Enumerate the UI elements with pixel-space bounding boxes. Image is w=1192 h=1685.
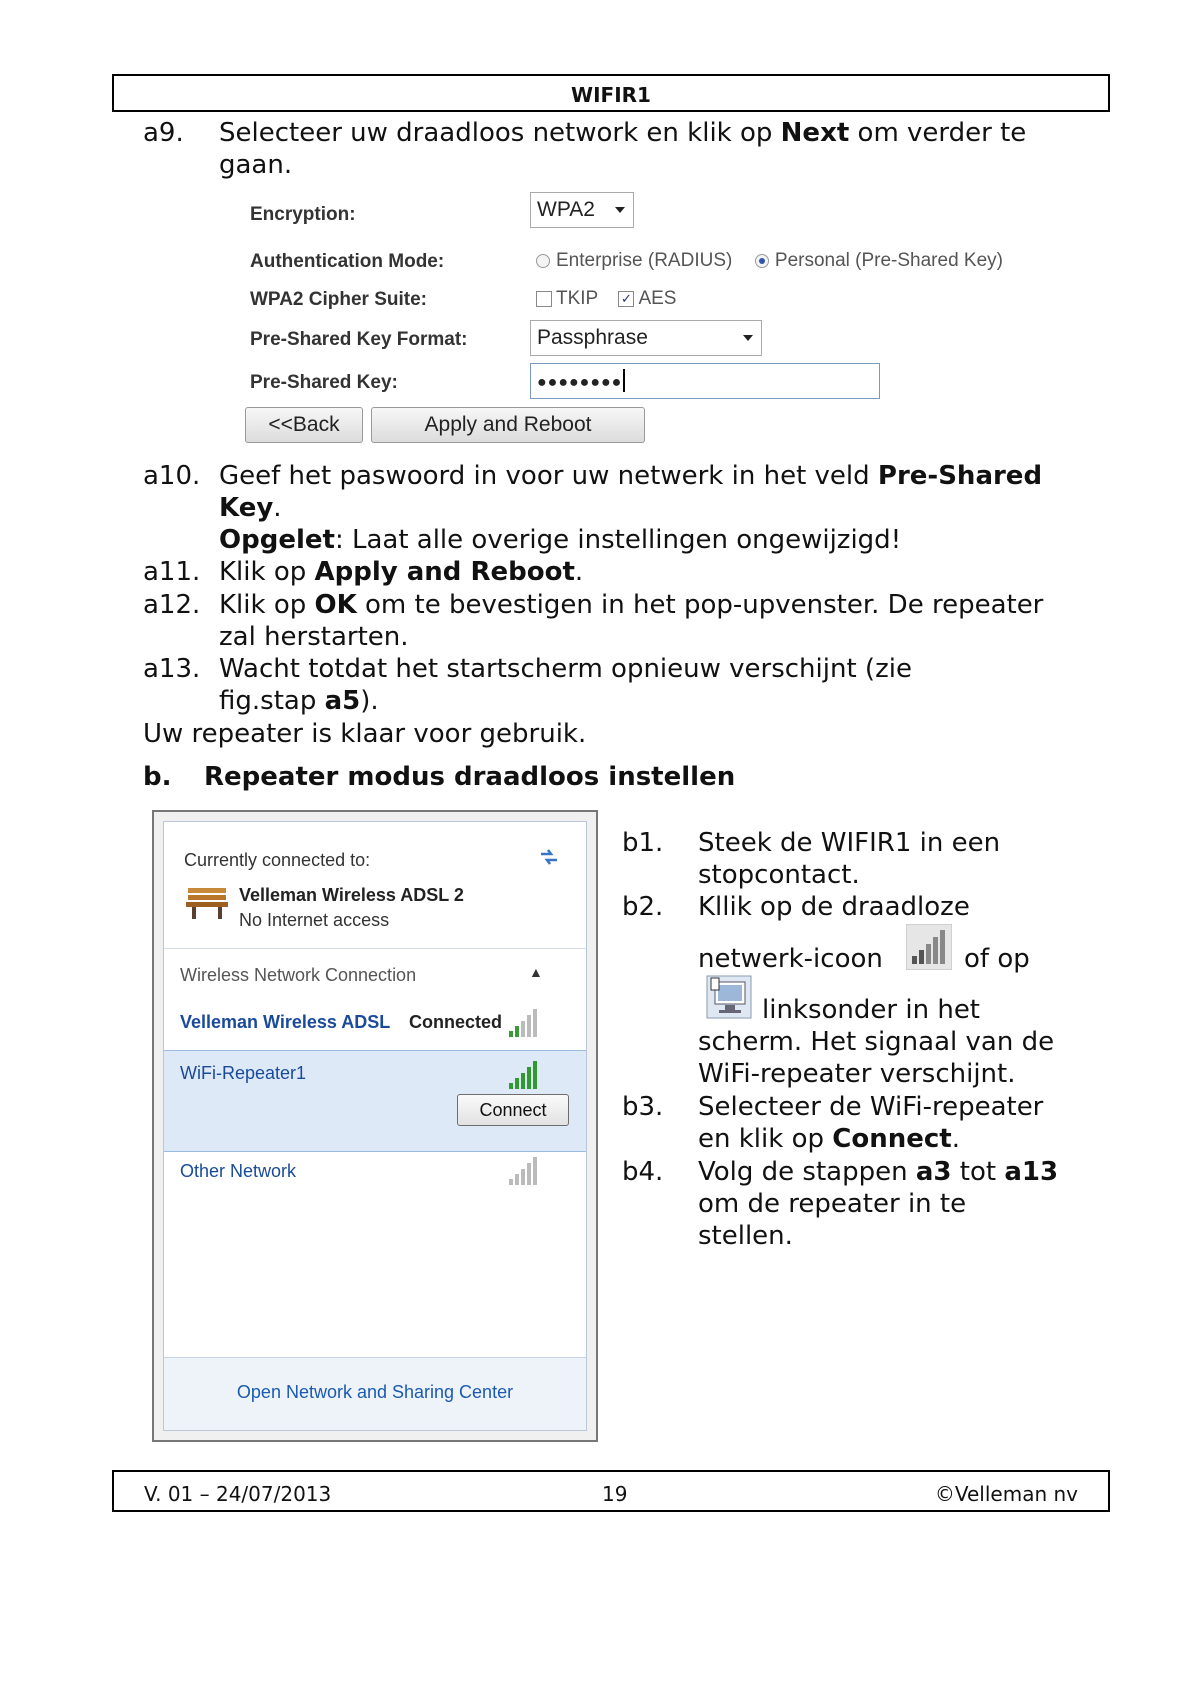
- auth-enterprise-radio[interactable]: [536, 254, 550, 268]
- signal-bars-icon: [906, 924, 952, 974]
- auth-enterprise-label: Enterprise (RADIUS): [556, 250, 733, 271]
- psk-format-value: Passphrase: [537, 326, 648, 349]
- step-a11-number: a11.: [143, 557, 201, 587]
- step-b4-number: b4.: [622, 1157, 664, 1187]
- ready-text: Uw repeater is klaar voor gebruik.: [143, 719, 587, 749]
- footer-version: V. 01 – 24/07/2013: [144, 1482, 332, 1506]
- step-a9-line1: Selecteer uw draadloos network en klik op Next om verder te: [219, 118, 1027, 148]
- current-network-name: Velleman Wireless ADSL 2: [239, 885, 464, 905]
- step-a13-line2: fig.stap a5).: [219, 686, 379, 716]
- network-row-velleman-status: Connected: [409, 1012, 503, 1032]
- apply-and-reboot-button[interactable]: Apply and Reboot: [371, 407, 645, 443]
- network-row-repeater-name: WiFi-Repeater1: [180, 1063, 307, 1083]
- step-b4-line3: stellen.: [698, 1221, 793, 1251]
- auth-personal-radio[interactable]: [755, 254, 769, 268]
- section-b-title: Repeater modus draadloos instellen: [204, 762, 736, 792]
- back-button[interactable]: <<Back: [245, 407, 363, 443]
- step-a9-line2: gaan.: [219, 150, 293, 180]
- step-a11-text: Klik op Apply and Reboot.: [219, 557, 584, 587]
- step-a13-line1: Wacht totdat het startscherm opnieuw verschijnt (zie: [219, 654, 912, 684]
- step-b2-line3: linksonder in het: [762, 995, 981, 1025]
- step-b1-number: b1.: [622, 828, 664, 858]
- chevron-down-icon: [743, 335, 753, 341]
- connect-button[interactable]: Connect: [457, 1094, 569, 1126]
- step-b3-line1: Selecteer de WiFi-repeater: [698, 1092, 1044, 1122]
- psk-label: Pre-Shared Key:: [250, 372, 398, 393]
- network-row-other-name: Other Network: [180, 1161, 297, 1181]
- chevron-down-icon: [615, 207, 625, 213]
- step-b1-line1: Steek de WIFIR1 in een: [698, 828, 1001, 858]
- chevron-up-icon[interactable]: ▲: [529, 964, 543, 980]
- auth-personal-label: Personal (Pre-Shared Key): [774, 250, 1003, 271]
- current-network-status: No Internet access: [239, 910, 390, 930]
- step-a12-line1: Klik op OK om te bevestigen in het pop-upvenster. De repeater: [219, 590, 1044, 620]
- step-a10-line1: Geef het paswoord in voor uw netwerk in het veld Pre-Shared: [219, 461, 1043, 491]
- step-a12-line2: zal herstarten.: [219, 622, 409, 652]
- aes-label: AES: [638, 288, 677, 309]
- encryption-value: WPA2: [537, 198, 595, 221]
- step-a12-number: a12.: [143, 590, 201, 620]
- step-a10-warning: Opgelet: Laat alle overige instellingen ongewijzigd!: [219, 525, 902, 555]
- step-a13-number: a13.: [143, 654, 201, 684]
- bench-icon: [186, 882, 228, 925]
- step-b2-line2b: of op: [964, 944, 1030, 974]
- tkip-checkbox[interactable]: [536, 291, 552, 307]
- auth-mode-label: Authentication Mode:: [250, 251, 445, 272]
- network-flyout-panel: [163, 821, 587, 1431]
- refresh-icon[interactable]: [537, 846, 561, 873]
- psk-format-select[interactable]: [530, 320, 762, 356]
- auth-mode-options: [536, 250, 1003, 272]
- page-header: [112, 74, 1110, 112]
- step-b3-number: b3.: [622, 1092, 664, 1122]
- footer-copyright: ©Velleman nv: [934, 1482, 1078, 1506]
- cipher-suite-options: [536, 288, 676, 310]
- wireless-security-form: [240, 192, 1040, 452]
- signal-bars-icon: [509, 1059, 543, 1089]
- tkip-label: TKIP: [556, 288, 598, 309]
- wireless-group-label: Wireless Network Connection: [180, 965, 417, 985]
- flyout-footer: [164, 1357, 586, 1430]
- psk-format-label: Pre-Shared Key Format:: [250, 329, 468, 350]
- step-b3-line2: en klik op Connect.: [698, 1124, 960, 1154]
- step-b2-line4: scherm. Het signaal van de: [698, 1027, 1055, 1057]
- currently-connected-label: Currently connected to:: [184, 850, 371, 870]
- step-b2-number: b2.: [622, 892, 664, 922]
- encryption-select[interactable]: [530, 192, 634, 228]
- open-network-center-link[interactable]: Open Network and Sharing Center: [236, 1382, 514, 1402]
- psk-input[interactable]: [530, 363, 880, 399]
- step-b2-line1: Kllik op de draadloze: [698, 892, 970, 922]
- step-b2-line5: WiFi-repeater verschijnt.: [698, 1059, 1016, 1089]
- divider: [164, 948, 586, 949]
- cipher-suite-label: WPA2 Cipher Suite:: [250, 289, 427, 310]
- step-b4-line2: om de repeater in te: [698, 1189, 967, 1219]
- page-footer: [112, 1470, 1110, 1512]
- encryption-label: Encryption:: [250, 204, 356, 225]
- network-row-velleman-name: Velleman Wireless ADSL: [180, 1012, 391, 1032]
- signal-bars-icon: [509, 1007, 543, 1037]
- network-flyout: [152, 810, 598, 1442]
- step-b2-line2: netwerk-icoon: [698, 944, 883, 974]
- signal-bars-icon: [509, 1155, 543, 1185]
- psk-input-value: ●●●●●●●●: [537, 374, 623, 391]
- step-a9-number: a9.: [143, 118, 184, 148]
- step-a10-number: a10.: [143, 461, 201, 491]
- footer-page-number: 19: [602, 1482, 628, 1506]
- header-title: WIFIR1: [571, 83, 651, 107]
- section-b-number: b.: [143, 762, 172, 792]
- step-a10-line2: Key.: [219, 493, 282, 523]
- aes-checkbox[interactable]: ✓: [618, 291, 634, 307]
- step-b4-line1: Volg de stappen a3 tot a13: [698, 1157, 1059, 1187]
- network-monitor-icon: [705, 974, 753, 1024]
- step-b1-line2: stopcontact.: [698, 860, 860, 890]
